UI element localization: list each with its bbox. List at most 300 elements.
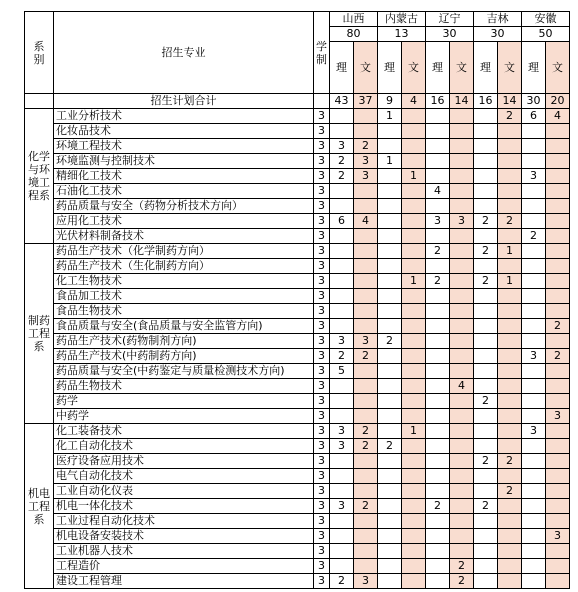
- quota-cell: [426, 379, 450, 394]
- major-row: [25, 214, 570, 229]
- quota-cell: [498, 334, 522, 349]
- quota-cell: [498, 529, 522, 544]
- quota-cell: [474, 424, 498, 439]
- major-row: [25, 409, 570, 424]
- quota-cell: [450, 289, 474, 304]
- quota-cell: 2: [546, 319, 570, 334]
- quota-cell: [402, 289, 426, 304]
- quota-cell: [330, 244, 354, 259]
- quota-cell: [330, 289, 354, 304]
- quota-cell: [402, 529, 426, 544]
- quota-cell: [546, 574, 570, 589]
- quota-cell: [546, 304, 570, 319]
- quota-cell: [378, 409, 402, 424]
- quota-cell: 2: [498, 454, 522, 469]
- major-row: [25, 334, 570, 349]
- quota-cell: [498, 469, 522, 484]
- dept-name-cell: [25, 109, 54, 244]
- years-value: 3: [314, 364, 330, 379]
- summary-row: [25, 94, 570, 109]
- quota-cell: [474, 364, 498, 379]
- quota-cell: [474, 319, 498, 334]
- major-name: 建设工程管理: [54, 574, 314, 589]
- dept-header-line: 别: [33, 52, 45, 66]
- quota-cell: [330, 409, 354, 424]
- dept-name-line: 境工: [28, 176, 50, 189]
- quota-cell: 2: [498, 214, 522, 229]
- major-row: [25, 559, 570, 574]
- quota-cell: [522, 454, 546, 469]
- quota-cell: 4: [450, 379, 474, 394]
- quota-cell: 2: [474, 244, 498, 259]
- quota-cell: [402, 334, 426, 349]
- years-value: 3: [314, 484, 330, 499]
- major-row: [25, 544, 570, 559]
- quota-cell: [426, 124, 450, 139]
- dept-name-line: 制药: [28, 314, 50, 327]
- quota-cell: 2: [378, 439, 402, 454]
- quota-cell: [378, 514, 402, 529]
- quota-cell: [330, 484, 354, 499]
- major-name: 药品生产技术(中药制药方向): [54, 349, 314, 364]
- quota-cell: [330, 394, 354, 409]
- quota-cell: 2: [546, 349, 570, 364]
- quota-cell: [426, 469, 450, 484]
- quota-cell: [474, 439, 498, 454]
- years-value: 3: [314, 274, 330, 289]
- major-name: 工业过程自动化技术: [54, 514, 314, 529]
- quota-cell: [378, 124, 402, 139]
- summary-value: 20: [546, 94, 570, 109]
- dept-header-line: 系: [33, 39, 45, 53]
- years-value: 3: [314, 379, 330, 394]
- quota-cell: [498, 379, 522, 394]
- major-row: [25, 259, 570, 274]
- major-row: [25, 499, 570, 514]
- quota-cell: [450, 469, 474, 484]
- quota-cell: [498, 139, 522, 154]
- quota-cell: [354, 289, 378, 304]
- quota-cell: [330, 514, 354, 529]
- quota-cell: 3: [354, 574, 378, 589]
- years-value: 3: [314, 499, 330, 514]
- quota-cell: [426, 289, 450, 304]
- quota-cell: [474, 349, 498, 364]
- quota-cell: [450, 334, 474, 349]
- quota-cell: [378, 244, 402, 259]
- quota-cell: [378, 169, 402, 184]
- quota-cell: 2: [522, 229, 546, 244]
- quota-cell: [354, 379, 378, 394]
- province-header-jilin: 吉林: [474, 12, 522, 27]
- years-header-line: 学: [316, 39, 327, 53]
- quota-cell: [474, 409, 498, 424]
- quota-cell: [426, 574, 450, 589]
- major-name: 精细化工技术: [54, 169, 314, 184]
- quota-cell: [450, 154, 474, 169]
- quota-cell: [402, 259, 426, 274]
- quota-cell: [522, 304, 546, 319]
- years-value: 3: [314, 214, 330, 229]
- quota-cell: [450, 529, 474, 544]
- years-value: 3: [314, 424, 330, 439]
- quota-cell: 2: [426, 274, 450, 289]
- track-wen-header: 文: [354, 42, 378, 94]
- quota-cell: [498, 514, 522, 529]
- dept-name-line: 程系: [28, 189, 50, 202]
- quota-cell: [522, 364, 546, 379]
- quota-cell: 3: [330, 439, 354, 454]
- quota-cell: [474, 379, 498, 394]
- quota-cell: [378, 424, 402, 439]
- summary-value: 43: [330, 94, 354, 109]
- quota-cell: [330, 304, 354, 319]
- quota-cell: [450, 199, 474, 214]
- quota-cell: [522, 274, 546, 289]
- quota-cell: [378, 139, 402, 154]
- years-value: 3: [314, 304, 330, 319]
- province-header-liaoning: 辽宁: [426, 12, 474, 27]
- quota-cell: [450, 484, 474, 499]
- quota-cell: 2: [450, 574, 474, 589]
- major-name: 工业机器人技术: [54, 544, 314, 559]
- quota-cell: [450, 454, 474, 469]
- quota-cell: [378, 214, 402, 229]
- major-name: 机电设备安装技术: [54, 529, 314, 544]
- major-row: [25, 364, 570, 379]
- quota-cell: [450, 499, 474, 514]
- major-name: 工业分析技术: [54, 109, 314, 124]
- years-value: 3: [314, 439, 330, 454]
- quota-cell: [378, 319, 402, 334]
- quota-cell: [378, 574, 402, 589]
- quota-cell: [426, 349, 450, 364]
- years-value: 3: [314, 244, 330, 259]
- major-row: [25, 439, 570, 454]
- quota-cell: [522, 394, 546, 409]
- major-name: 环境监测与控制技术: [54, 154, 314, 169]
- quota-cell: [354, 529, 378, 544]
- quota-cell: [474, 574, 498, 589]
- quota-cell: [522, 214, 546, 229]
- major-row: [25, 454, 570, 469]
- quota-cell: [522, 379, 546, 394]
- years-value: 3: [314, 124, 330, 139]
- quota-cell: 2: [498, 109, 522, 124]
- quota-cell: 1: [378, 109, 402, 124]
- major-row: [25, 424, 570, 439]
- quota-cell: [522, 319, 546, 334]
- quota-cell: [450, 274, 474, 289]
- quota-cell: [522, 574, 546, 589]
- quota-cell: [378, 394, 402, 409]
- quota-cell: [546, 454, 570, 469]
- quota-cell: [498, 544, 522, 559]
- quota-cell: [450, 184, 474, 199]
- quota-cell: [498, 169, 522, 184]
- quota-cell: [450, 424, 474, 439]
- quota-cell: [426, 514, 450, 529]
- quota-cell: [426, 529, 450, 544]
- track-wen-header: 文: [498, 42, 522, 94]
- quota-cell: [522, 499, 546, 514]
- quota-cell: [354, 124, 378, 139]
- quota-cell: 5: [330, 364, 354, 379]
- track-wen-header: 文: [402, 42, 426, 94]
- quota-cell: [498, 439, 522, 454]
- quota-cell: [402, 319, 426, 334]
- dept-name-line: 化学: [28, 150, 50, 163]
- quota-cell: 2: [474, 274, 498, 289]
- quota-cell: [330, 529, 354, 544]
- quota-cell: 6: [330, 214, 354, 229]
- years-value: 3: [314, 334, 330, 349]
- quota-cell: [330, 124, 354, 139]
- dept-column-header: [25, 12, 54, 94]
- quota-cell: 2: [474, 499, 498, 514]
- quota-cell: [378, 229, 402, 244]
- quota-cell: [546, 364, 570, 379]
- summary-value: 30: [522, 94, 546, 109]
- quota-cell: [354, 229, 378, 244]
- quota-cell: [474, 124, 498, 139]
- quota-cell: [354, 184, 378, 199]
- quota-cell: [474, 199, 498, 214]
- quota-cell: 3: [522, 424, 546, 439]
- quota-cell: [426, 364, 450, 379]
- track-li-header: 理: [330, 42, 354, 94]
- quota-cell: [378, 289, 402, 304]
- quota-cell: [450, 514, 474, 529]
- quota-cell: 2: [426, 499, 450, 514]
- quota-cell: [498, 349, 522, 364]
- quota-cell: [354, 244, 378, 259]
- quota-cell: [498, 184, 522, 199]
- quota-cell: [474, 304, 498, 319]
- quota-cell: 2: [330, 169, 354, 184]
- quota-cell: [522, 469, 546, 484]
- quota-cell: [402, 184, 426, 199]
- quota-cell: [522, 409, 546, 424]
- province-total-anhui: 50: [522, 27, 570, 42]
- quota-cell: [498, 364, 522, 379]
- track-li-header: 理: [522, 42, 546, 94]
- years-value: 3: [314, 574, 330, 589]
- quota-cell: 3: [354, 334, 378, 349]
- quota-cell: [546, 439, 570, 454]
- quota-cell: 2: [354, 349, 378, 364]
- quota-cell: [330, 259, 354, 274]
- province-total-shanxi: 80: [330, 27, 378, 42]
- quota-cell: [330, 184, 354, 199]
- quota-cell: [546, 229, 570, 244]
- province-total-neimenggu: 13: [378, 27, 426, 42]
- years-column-header: [314, 12, 330, 94]
- quota-cell: [522, 259, 546, 274]
- quota-cell: [354, 199, 378, 214]
- quota-cell: [426, 139, 450, 154]
- quota-cell: [546, 274, 570, 289]
- quota-cell: [426, 334, 450, 349]
- quota-cell: [426, 304, 450, 319]
- quota-cell: [474, 559, 498, 574]
- major-name: 食品加工技术: [54, 289, 314, 304]
- quota-cell: [474, 484, 498, 499]
- quota-cell: [378, 499, 402, 514]
- quota-cell: [498, 199, 522, 214]
- quota-cell: [354, 109, 378, 124]
- quota-cell: [354, 394, 378, 409]
- major-name: 食品质量与安全(食品质量与安全监管方向): [54, 319, 314, 334]
- dept-name-line: 系: [33, 512, 45, 526]
- quota-cell: [378, 559, 402, 574]
- quota-cell: [354, 514, 378, 529]
- dept-name-line: 工程: [28, 499, 50, 513]
- quota-cell: 2: [354, 439, 378, 454]
- quota-cell: [498, 424, 522, 439]
- quota-cell: [426, 154, 450, 169]
- quota-cell: [474, 184, 498, 199]
- quota-cell: [498, 229, 522, 244]
- major-name: 食品生物技术: [54, 304, 314, 319]
- major-row: [25, 304, 570, 319]
- track-li-header: 理: [378, 42, 402, 94]
- quota-cell: [522, 529, 546, 544]
- quota-cell: [378, 379, 402, 394]
- major-column-header: 招生专业: [54, 12, 314, 94]
- quota-cell: [474, 529, 498, 544]
- header-row-provinces: [25, 12, 570, 27]
- quota-cell: [378, 199, 402, 214]
- quota-cell: [330, 319, 354, 334]
- quota-cell: [426, 439, 450, 454]
- quota-cell: 1: [498, 274, 522, 289]
- years-value: 3: [314, 109, 330, 124]
- quota-cell: [426, 424, 450, 439]
- enrollment-plan-table: [24, 11, 570, 589]
- quota-cell: [426, 229, 450, 244]
- quota-cell: [354, 259, 378, 274]
- quota-cell: [426, 559, 450, 574]
- major-name: 化妆品技术: [54, 124, 314, 139]
- years-header-line: 制: [316, 52, 327, 66]
- quota-cell: [402, 484, 426, 499]
- quota-cell: [426, 169, 450, 184]
- quota-cell: [402, 544, 426, 559]
- quota-cell: 2: [474, 454, 498, 469]
- major-name: 药品生产技术(药物制剂方向): [54, 334, 314, 349]
- major-row: [25, 229, 570, 244]
- quota-cell: 2: [474, 214, 498, 229]
- quota-cell: [354, 304, 378, 319]
- quota-cell: [522, 244, 546, 259]
- quota-cell: 6: [522, 109, 546, 124]
- quota-cell: [378, 364, 402, 379]
- major-row: [25, 379, 570, 394]
- quota-cell: [474, 139, 498, 154]
- quota-cell: [498, 259, 522, 274]
- quota-cell: 1: [402, 169, 426, 184]
- quota-cell: [354, 409, 378, 424]
- summary-value: 9: [378, 94, 402, 109]
- quota-cell: [402, 379, 426, 394]
- dept-name-cell: [25, 244, 54, 424]
- major-row: [25, 349, 570, 364]
- quota-cell: [402, 124, 426, 139]
- quota-cell: [402, 349, 426, 364]
- summary-value: 14: [498, 94, 522, 109]
- enrollment-plan-table-container: [24, 11, 565, 589]
- quota-cell: 3: [354, 154, 378, 169]
- quota-cell: [402, 109, 426, 124]
- quota-cell: [330, 199, 354, 214]
- quota-cell: [546, 124, 570, 139]
- years-value: 3: [314, 454, 330, 469]
- quota-cell: [378, 484, 402, 499]
- years-value: 3: [314, 199, 330, 214]
- quota-cell: [546, 544, 570, 559]
- quota-cell: [522, 154, 546, 169]
- quota-cell: [474, 334, 498, 349]
- quota-cell: [378, 529, 402, 544]
- summary-value: 14: [450, 94, 474, 109]
- quota-cell: [330, 559, 354, 574]
- quota-cell: [378, 259, 402, 274]
- quota-cell: [522, 484, 546, 499]
- quota-cell: [330, 274, 354, 289]
- major-name: 环境工程技术: [54, 139, 314, 154]
- quota-cell: 1: [378, 154, 402, 169]
- quota-cell: 2: [330, 574, 354, 589]
- quota-cell: [546, 484, 570, 499]
- quota-cell: [546, 244, 570, 259]
- quota-cell: [450, 139, 474, 154]
- years-value: 3: [314, 289, 330, 304]
- quota-cell: [498, 499, 522, 514]
- years-value: 3: [314, 544, 330, 559]
- major-name: 药品生产技术（化学制药方向）: [54, 244, 314, 259]
- quota-cell: [474, 544, 498, 559]
- summary-label: 招生计划合计: [54, 94, 314, 109]
- quota-cell: [474, 169, 498, 184]
- quota-cell: 2: [354, 139, 378, 154]
- quota-cell: [402, 154, 426, 169]
- province-header-anhui: 安徽: [522, 12, 570, 27]
- major-name: 机电一体化技术: [54, 499, 314, 514]
- quota-cell: [546, 199, 570, 214]
- major-row: [25, 484, 570, 499]
- quota-cell: [426, 199, 450, 214]
- quota-cell: 2: [426, 244, 450, 259]
- quota-cell: [378, 304, 402, 319]
- quota-cell: [474, 229, 498, 244]
- years-value: 3: [314, 514, 330, 529]
- major-row: [25, 514, 570, 529]
- quota-cell: [522, 199, 546, 214]
- province-total-jilin: 30: [474, 27, 522, 42]
- major-name: 光伏材料制备技术: [54, 229, 314, 244]
- quota-cell: [450, 124, 474, 139]
- quota-cell: [498, 394, 522, 409]
- summary-spacer-cell: [25, 94, 54, 109]
- major-name: 化工生物技术: [54, 274, 314, 289]
- quota-cell: [402, 244, 426, 259]
- quota-cell: [402, 409, 426, 424]
- quota-cell: [450, 304, 474, 319]
- quota-cell: [450, 259, 474, 274]
- quota-cell: [402, 514, 426, 529]
- quota-cell: [498, 289, 522, 304]
